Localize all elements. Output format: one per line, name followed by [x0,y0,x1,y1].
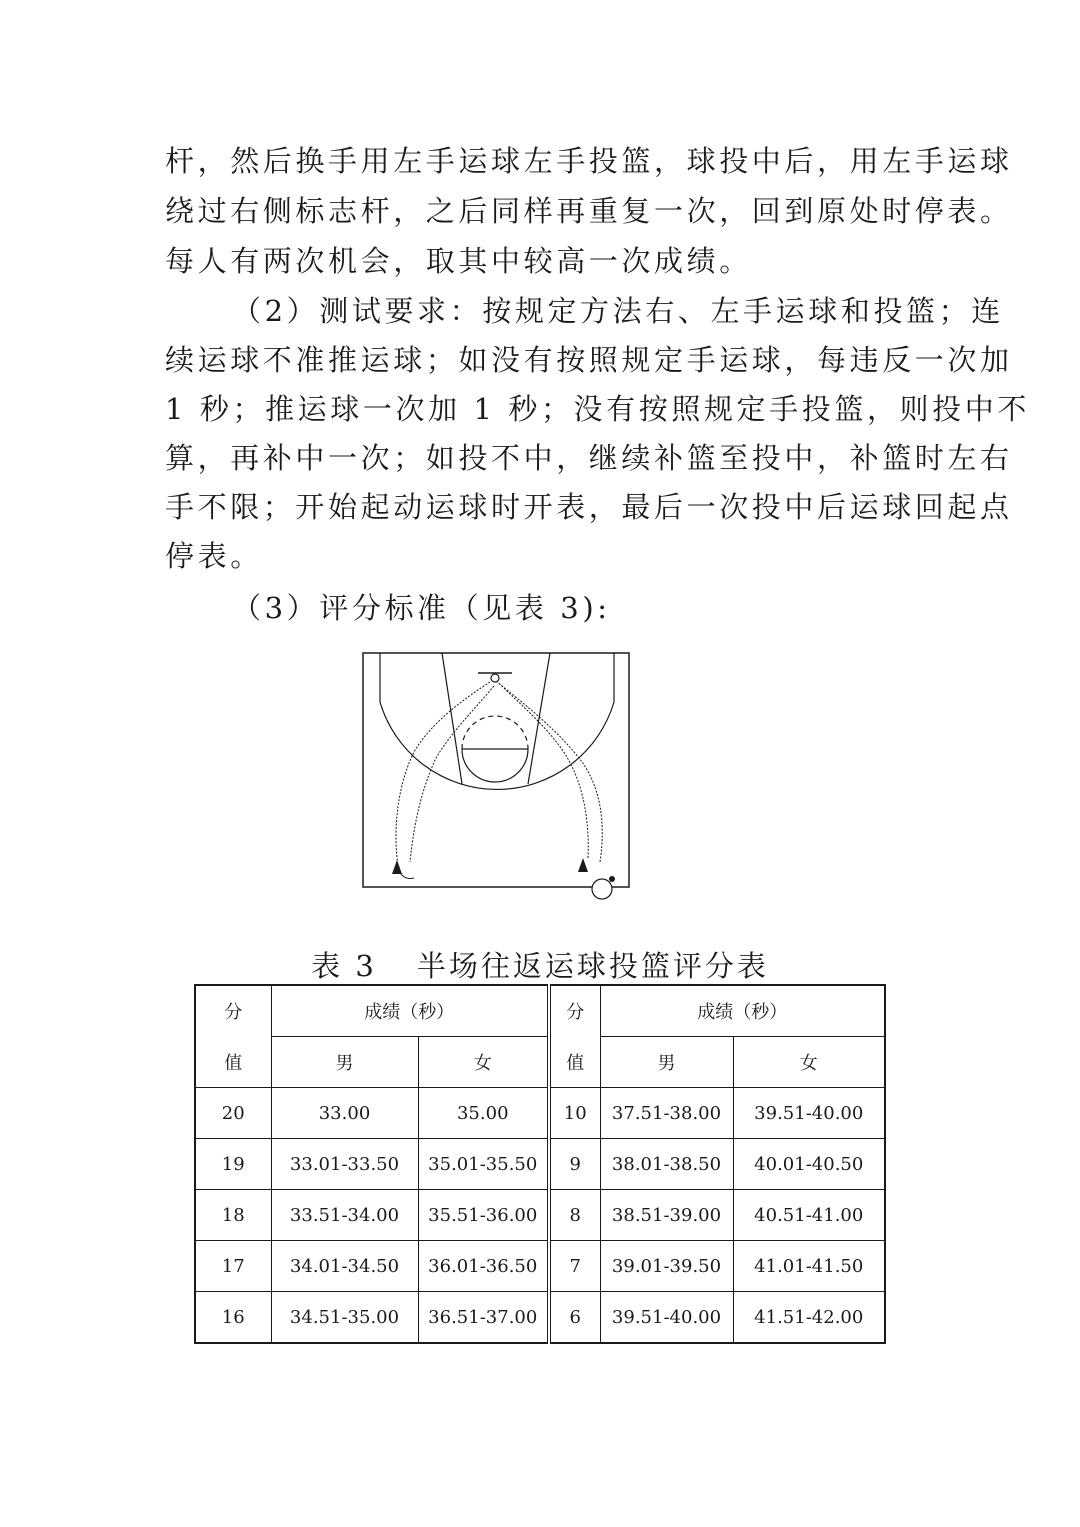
female-time-cell: 35.00 [418,1088,549,1139]
male-time-cell: 33.01-33.50 [271,1139,418,1190]
ball-dot [609,876,615,882]
result-header-right: 成绩（秒） [600,985,885,1037]
score-cell: 17 [195,1241,271,1292]
score-cell: 16 [195,1292,271,1344]
male-time-cell: 33.51-34.00 [271,1190,418,1241]
male-header: 男 [271,1037,418,1088]
paragraph-line: 绕过右侧标志杆，之后同样再重复一次，回到原处时停表。 [165,194,1013,228]
female-time-cell: 35.01-35.50 [418,1139,549,1190]
paragraph-line: （2）测试要求：按规定方法右、左手运球和投篮；连 [232,294,1004,328]
free-throw-circle-solid [462,749,528,782]
table-caption-number: 表 3 [311,949,377,983]
table-row [195,1088,885,1139]
female-time-cell: 41.51-42.00 [733,1292,885,1344]
half-court-diagram [362,652,632,902]
paragraph-line: 续运球不准推运球；如没有按照规定手运球，每违反一次加 [165,343,1013,377]
start-circle [592,879,612,899]
male-time-cell: 39.51-40.00 [600,1292,733,1344]
female-time-cell: 36.01-36.50 [418,1241,549,1292]
score-header-bottom: 值 [195,1037,271,1088]
lane-line-right [528,653,550,784]
score-cell: 9 [549,1139,600,1190]
male-header: 男 [600,1037,733,1088]
score-cell: 19 [195,1139,271,1190]
table-caption [0,944,1080,985]
score-cell: 18 [195,1190,271,1241]
female-time-cell: 40.01-40.50 [733,1139,885,1190]
female-header: 女 [733,1037,885,1088]
table-row [195,1139,885,1190]
score-cell: 8 [549,1190,600,1241]
score-table [194,984,886,1344]
free-throw-circle-dashed [462,716,528,749]
male-time-cell: 34.51-35.00 [271,1292,418,1344]
table-row [195,1241,885,1292]
male-time-cell: 39.01-39.50 [600,1241,733,1292]
table-header-row [195,985,885,1037]
table-caption-title: 半场往返运球投篮评分表 [416,949,769,983]
male-time-cell: 38.51-39.00 [600,1190,733,1241]
female-time-cell: 36.51-37.00 [418,1292,549,1344]
score-header-top: 分 [195,985,271,1037]
lane-line-left [442,653,462,784]
male-time-cell: 38.01-38.50 [600,1139,733,1190]
court-boundary [363,653,629,887]
score-cell: 20 [195,1088,271,1139]
table-row [195,1190,885,1241]
score-header-bottom: 值 [549,1037,600,1088]
score-header-top: 分 [549,985,600,1037]
male-time-cell: 37.51-38.00 [600,1088,733,1139]
dribble-paths [396,682,602,879]
female-header: 女 [418,1037,549,1088]
score-cell: 6 [549,1292,600,1344]
paragraph-line: 1 秒；推运球一次加 1 秒；没有按照规定手投篮，则投中不 [165,392,1030,426]
paragraph-line: （3）评分标准（见表 3): [232,591,611,625]
paragraph-line: 停表。 [165,539,263,573]
score-cell: 10 [549,1088,600,1139]
paragraph-line: 算，再补中一次；如投不中，继续补篮至投中，补篮时左右 [165,441,1013,475]
paragraph-line: 手不限；开始起动运球时开表，最后一次投中后运球回起点 [165,490,1013,524]
male-time-cell: 34.01-34.50 [271,1241,418,1292]
table-row [195,1292,885,1344]
paragraph-line: 杆，然后换手用左手运球左手投篮，球投中后，用左手运球 [165,144,1013,178]
score-cell: 7 [549,1241,600,1292]
marker-cone-right [578,858,588,872]
result-header-left: 成绩（秒） [271,985,549,1037]
female-time-cell: 39.51-40.00 [733,1088,885,1139]
table-subheader-row [195,1037,885,1088]
paragraph-line: 每人有两次机会，取其中较高一次成绩。 [165,244,752,278]
hoop [491,674,499,682]
marker-cone-left [392,860,402,874]
female-time-cell: 40.51-41.00 [733,1190,885,1241]
female-time-cell: 41.01-41.50 [733,1241,885,1292]
male-time-cell: 33.00 [271,1088,418,1139]
female-time-cell: 35.51-36.00 [418,1190,549,1241]
